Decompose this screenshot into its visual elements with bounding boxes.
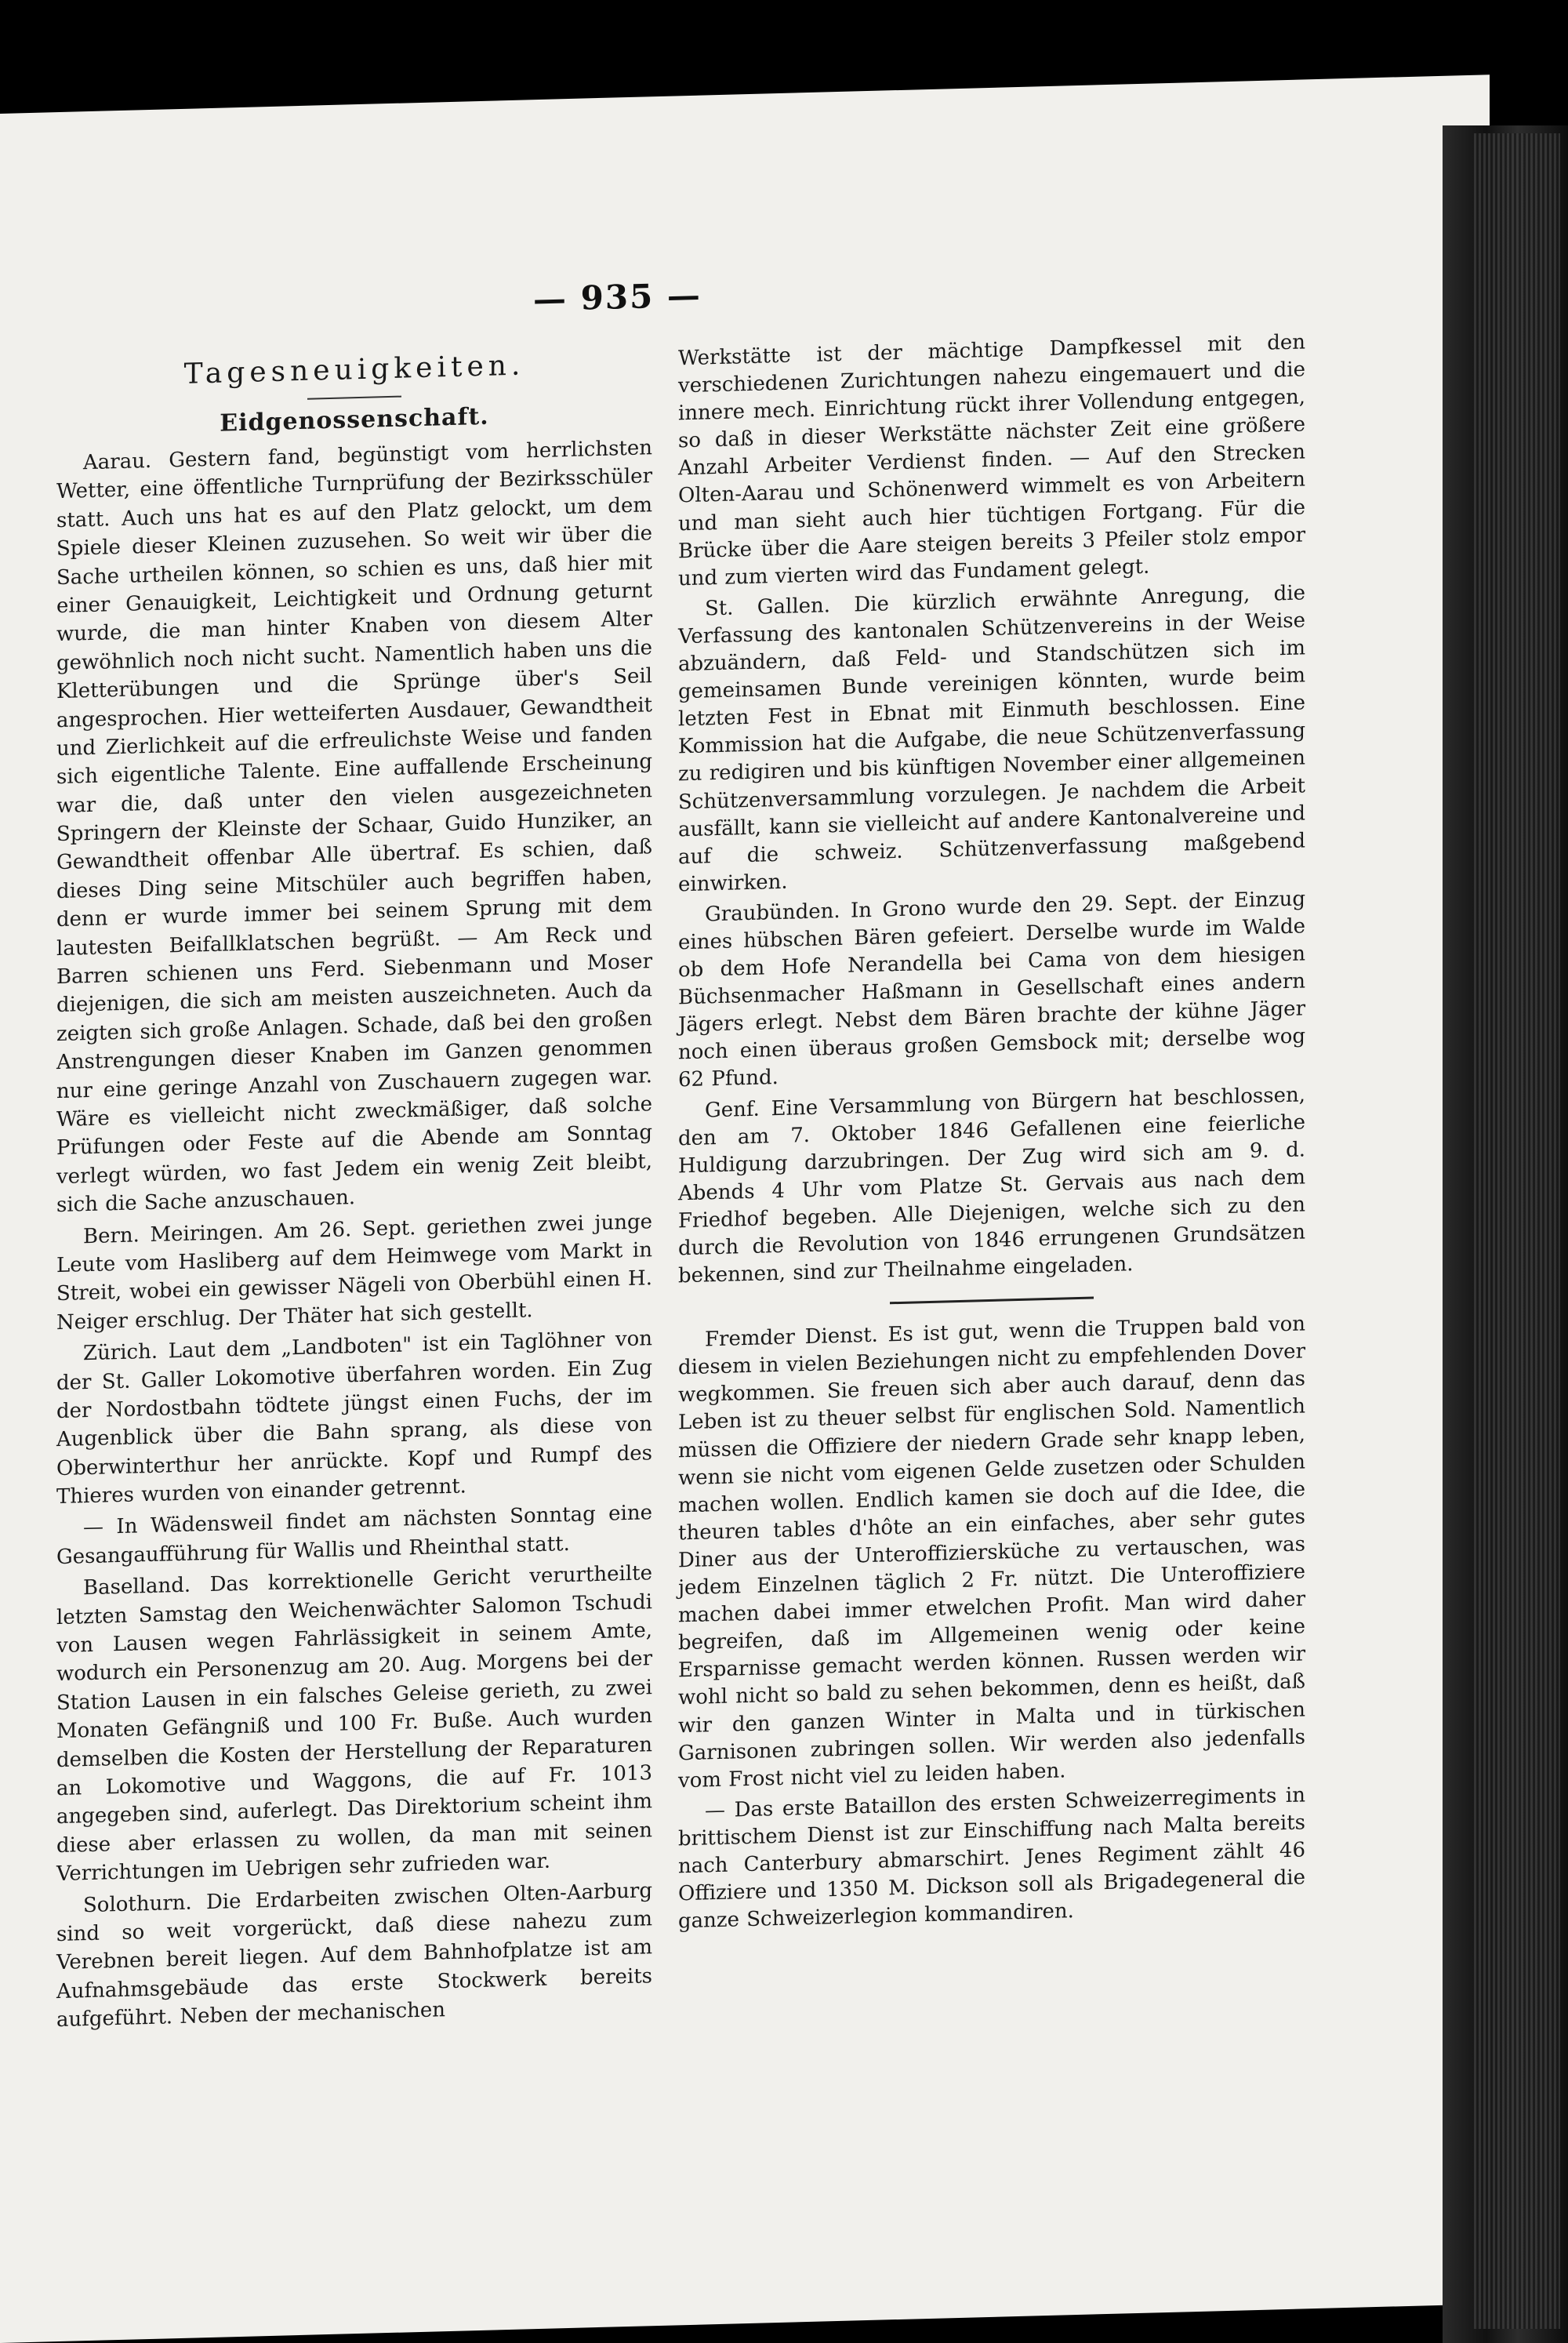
- paper-sheet: [0, 74, 1490, 2343]
- article-bern: Bern. Meiringen. Am 26. Sept. geriethen zwei junge Leute vom Haslіberg auf dem Heimwege vom Markt in Streit, wobei ein gewisser Nägeli von Oberbühl einen H. Neiger erschlug. Der Thäter hat sich gestellt.: [56, 1209, 652, 1335]
- section-rule: [890, 1297, 1094, 1305]
- article-waedensweil: — In Wädensweil findet am nächsten Sonntag eine Gesangaufführung für Wallis und Rheinthal statt.: [56, 1501, 652, 1569]
- title-rule: [307, 396, 401, 400]
- right-column: [678, 329, 1305, 1938]
- article-solothurn: Solothurn. Die Erdarbeiten zwischen Olten-Aarburg sind so weit vorgerückt, daß diese nahezu zum Verebnen bereit liegen. Auf dem Bahnhofplatze ist am Aufnahmsgebäude das erste Stockwerk bereits aufgeführt. Neben der mechanischen: [56, 1878, 652, 2032]
- page-number: — 935 —: [533, 275, 702, 319]
- section-title: Tagesneuigkeiten.: [183, 349, 525, 390]
- article-solothurn-cont: Werkstätte ist der mächtige Dampfkessel mit den verschiedenen Zurichtungen nahezu eingemauert und die innere mech. Einrichtung rückt ihrer Vollendung entgegen, so daß in dieser Werkstätte nächster Zeit eine größere Anzahl Arbeiter Verdienst finden. — Auf den Strecken Olten-Aarau und Schönenwerd wimmelt es von Arbeitern und man sieht auch hier tüchtigen Fortgang. Für die Brücke über die Aare steigen bereits 3 Pfeiler stolz empor und zum vierten wird das Fundament gelegt.: [678, 330, 1305, 591]
- article-baselland: Baselland. Das korrektionelle Gericht verurtheilte letzten Samstag den Weichenwächter Salomon Tschudi von Lausen wegen Fahrlässigkeit in seinem Amte, wodurch ein Personenzug am 20. Aug. Morgens bei der Station Lausen in ein falsches Geleise gerieth, zu zwei Monaten Gefängniß und 100 Fr. Buße. Auch wurden demselben die Kosten der Herstellung der Reparaturen an Lokomotive und Waggons, die auf Fr. 1013 angegeben sind, auferlegt. Das Direktorium scheint ihm diese aber erlassen zu wollen, da man mit seinen Verrichtungen im Uebrigen sehr zufrieden war.: [56, 1561, 652, 1887]
- article-fremder-dienst: Fremder Dienst. Es ist gut, wenn die Truppen bald von diesem in vielen Beziehungen nicht zu empfehlenden Dover wegkommen. Sie freuen sich aber auch darauf, denn das Leben ist zu theuer selbst für englischen Sold. Namentlich müssen die Offiziere der niedern Grade sehr knapp leben, wenn sie nicht vom eigenen Gelde zusetzen oder Schulden machen wollen. Endlich kamen sie doch auf die Idee, die theuren tables d'hôte an ein einfaches, aber sehr gutes Diner aus der Unteroffiziersküche zu vertauschen, was jedem Einzelnen täglich 2 Fr. nützt. Die Unteroffiziere machen dabei immer etwelchen Profit. Man wird daher begreifen, daß im Allgemeinen wenig oder keine Ersparnisse gemacht werden können. Russen werden wir wohl nicht so bald zu sehen bekommen, denn es heißt, daß wir den ganzen Winter in Malta und in türkischen Garnisonen zubringen sollen. Wir werden also jedenfalls vom Frost nicht viel zu leiden haben.: [678, 1312, 1305, 1793]
- article-schweizerregiment: — Das erste Bataillon des ersten Schweizerregiments in brittischem Dienst ist zur Einschiffung nach Malta bereits nach Canterbury abmarschirt. Jenes Regiment zählt 46 Offiziere und 1350 M. Dickson soll als Brigadegeneral die ganze Schweizerlegion kommandiren.: [678, 1783, 1305, 1934]
- article-aarau: Aarau. Gestern fand, begünstigt vom herrlichsten Wetter, eine öffentliche Turnprüfung der Bezirksschüler statt. Auch uns hat es auf den Platz gelockt, um dem Spiele dieser Kleinen zuzusehen. So weit wir über die Sache urtheilen können, so schien es uns, daß hier mit einer Genauigkeit, Leichtigkeit und Ordnung geturnt wurde, die man hinter Knaben von diesem Alter gewöhnlich noch nicht sucht. Namentlich haben uns die Kletterübungen und die Sprünge über's Seil angesprochen. Hier wetteiferten Ausdauer, Gewandtheit und Zierlichkeit auf die erfreulichste Weise und fanden sich eigentliche Talente. Eine auffallende Erscheinung war die, daß unter den vielen ausgezeichneten Springern der Kleinste der Schaar, Guido Hunziker, an Gewandtheit offenbar Alle übertraf. Es schien, daß dieses Ding seine Mitschüler auch begriffen haben, denn er wurde immer bei seinem Sprung mit dem lautesten Beifallklatschen begrüßt. — Am Reck und Barren schienen uns Ferd. Siebenmann und Moser diejenigen, die sich am meisten auszeichneten. Auch da zeigten sich große Anlagen. Schade, daß bei den großen Anstrengungen dieser Knaben im Ganzen genommen nur eine geringe Anzahl von Zuschauern zugegen war. Wäre es vielleicht nicht zweckmäßiger, daß solche Prüfungen oder Feste auf die Abende am Sonntag verlegt würden, wo fast Jedem ein wenig Zeit bleibt, sich die Sache anzuschauen.: [56, 436, 652, 1218]
- article-zuerich: Zürich. Laut dem „Landboten" ist ein Taglöhner von der St. Galler Lokomotive überfahren worden. Ein Zug der Nordostbahn tödtete jüngst einen Fuchs, der im Augenblick über die Bahn sprang, als diese von Oberwinterthur her anrückte. Kopf und Rumpf des Thieres wurden von einander getrennt.: [56, 1327, 652, 1509]
- article-graubuenden: Graubünden. In Grono wurde den 29. Sept. der Einzug eines hübschen Bären gefeiert. Derselbe wurde im Walde ob dem Hofe Nerandella bei Cama von dem hiesigen Büchsenmacher Haßmann in Gesellschaft eines andern Jägers erlegt. Nebst dem Bären brachte der kühne Jäger noch einen überaus großen Gemsbock mit; derselbe wog 62 Pfund.: [678, 887, 1305, 1092]
- left-column: [56, 346, 652, 2037]
- subheading: Eidgenossenschaft.: [220, 402, 489, 438]
- book-page-edges: [1474, 133, 1560, 2329]
- article-st-gallen: St. Gallen. Die kürzlich erwähnte Anregung, die Verfassung des kantonalen Schützenvereins in der Weise abzuändern, daß Feld- und Standschützen sich im gemeinsamen Bunde vereinigen könnten, wurde beim letzten Fest in Ebnat mit Einmuth beschlossen. Eine Kommission hat die Aufgabe, die neue Schützenverfassung zu redigiren und bis künftigen November einer allgemeinen Schützenversammlung vorzulegen. Je nachdem die Arbeit ausfällt, kann sie vielleicht auf andere Kantonalvereine und auf die schweiz. Schützenverfassung maßgebend einwirken.: [678, 581, 1305, 897]
- article-genf: Genf. Eine Versammlung von Bürgern hat beschlossen, den am 7. Oktober 1846 Gefallenen eine feierliche Huldigung darzubringen. Der Zug wird sich am 9. d. Abends 4 Uhr vom Platze St. Gervais aus nach dem Friedhof begeben. Alle Diejenigen, welche sich zu den durch die Revolution von 1846 errungenen Grundsätzen bekennen, sind zur Theilnahme eingeladen.: [678, 1082, 1305, 1288]
